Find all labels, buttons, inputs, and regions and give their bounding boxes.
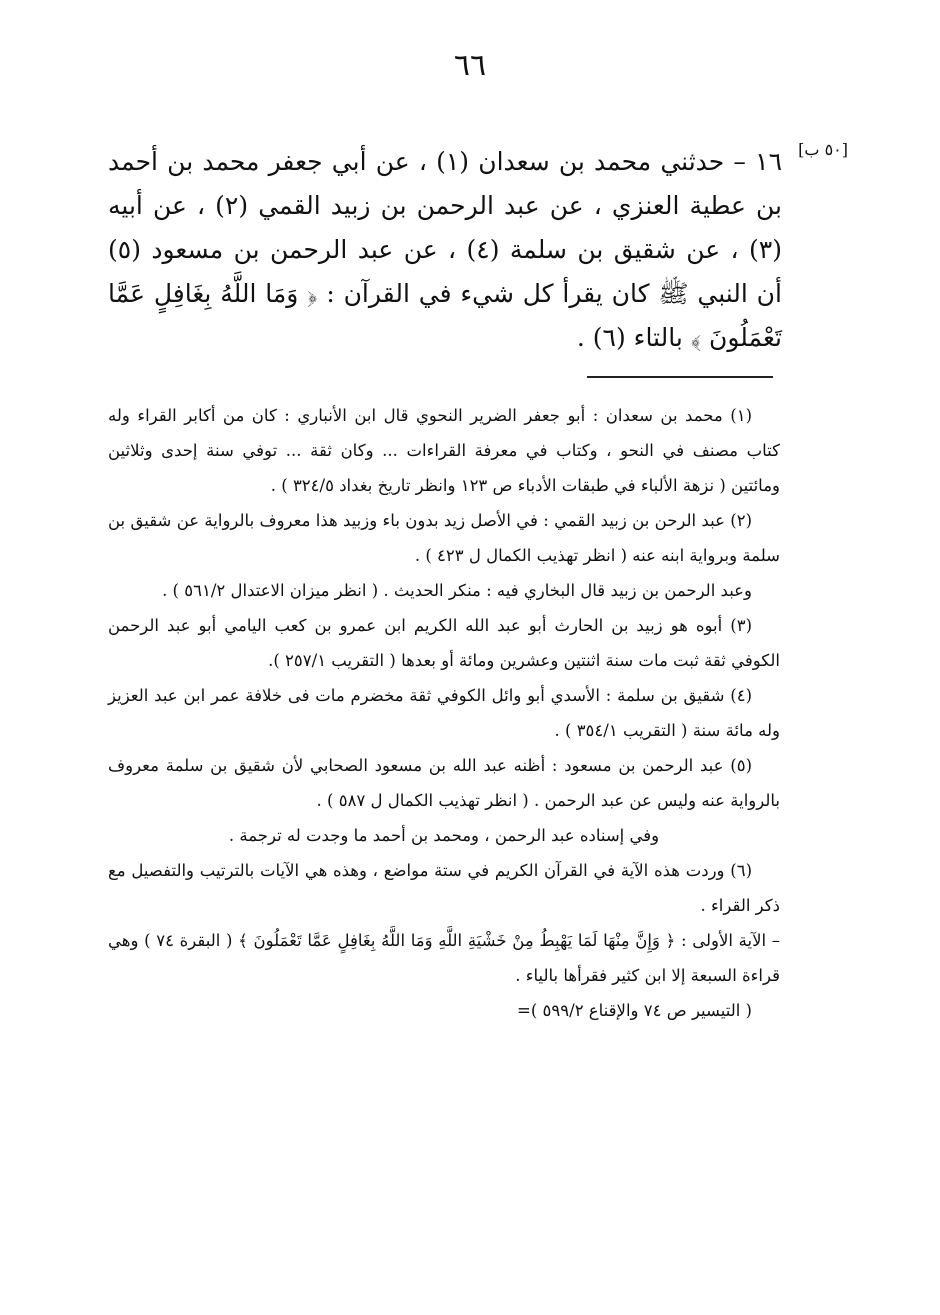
footnote-6-source: ( التيسير ص ٧٤ والإقناع ٥٩٩/٢ )=	[517, 1001, 752, 1020]
footnote-5: (٥) عبد الرحمن بن مسعود : أظنه عبد الله بن مسعود الصحابي لأن شقيق بن سلمة معروف بالرواية عنه وليس عن عبد الرحمن . ( انظر تهذيب الكمال ل ٥٨٧ ) .	[108, 756, 780, 810]
footnote-2: (٢) عبد الرحن بن زبيد القمي : في الأصل زيد بدون باء وزبيد هذا معروف بالرواية عن شقيق بن سلمة وبرواية ابنه عنه ( انظر تهذيب الكمال ل ٤٢٣ ) .	[108, 511, 780, 565]
footnote-4: (٤) شقيق بن سلمة : الأسدي أبو وائل الكوفي ثقة مخضرم مات فى خلافة عمر ابن عبد العزيز وله مائة سنة ( التقريب ٣٥٤/١ ) .	[108, 686, 780, 740]
footnote-6-first-verse: – الآية الأولى : ﴿ وَإِنَّ مِنْهَا لَمَا يَهْبِطُ مِنْ خَشْيَةِ اللَّهِ وَمَا اللَّهُ بِغَافِلٍ عَمَّا تَعْمَلُونَ ﴾ ( البقرة ٧٤ ) وهي قراءة السبعة إلا ابن كثير فقرأها بالياء .	[108, 931, 780, 985]
footnote-3: (٣) أبوه هو زبيد بن الحارث أبو عبد الله الكريم ابن عمرو بن كعب اليامي أبو عبد الرحمن الكوفي ثقة ثبت مات سنة اثنتين وعشرين ومائة أو بعدها ( التقريب ٢٥٧/١ ).	[108, 616, 780, 670]
footnote-divider	[587, 376, 773, 378]
footnote-2-continuation: وعبد الرحمن بن زبيد قال البخاري فيه : منكر الحديث . ( انظر ميزان الاعتدال ٥٦١/٢ ) .	[162, 581, 752, 600]
footnote-6: (٦) وردت هذه الآية في القرآن الكريم في ستة مواضع ، وهذه هي الآيات بالترتيب والتفصيل مع ذكر القراء .	[108, 861, 780, 915]
hadith-text: ١٦ – حدثني محمد بن سعدان (١) ، عن أبي جعفر محمد بن أحمد بن عطية العنزي ، عن عبد الرحمن بن زبيد القمي (٢) ، عن أبيه (٣) ، عن شقيق بن سلمة (٤) ، عن عبد الرحمن بن مسعود (٥) أن النبي ﷺ كان يقرأ كل شيء في القرآن : ﴿ وَمَا اللَّهُ بِغَافِلٍ عَمَّا تَعْمَلُونَ ﴾ بالتاء (٦) .	[108, 147, 782, 352]
page-number: ٦٦	[453, 48, 487, 83]
footnote-1: (١) محمد بن سعدان : أبو جعفر الضرير النحوي قال ابن الأنباري : كان من أكابر القراء وله كتاب مصنف في النحو ، وكتاب في معرفة القراءات ... وكان ثقة ... توفي سنة إحدى وثلاثين ومائتين ( نزهة الألباء في طبقات الأدباء ص ١٢٣ وانظر تاريخ بغداد ٣٢٤/٥ ) .	[108, 406, 780, 495]
footnotes	[108, 398, 780, 1028]
footnote-5-continuation: وفي إسناده عبد الرحمن ، ومحمد بن أحمد ما وجدت له ترجمة .	[228, 826, 660, 845]
margin-reference: [٥٠ ب]	[798, 140, 848, 159]
